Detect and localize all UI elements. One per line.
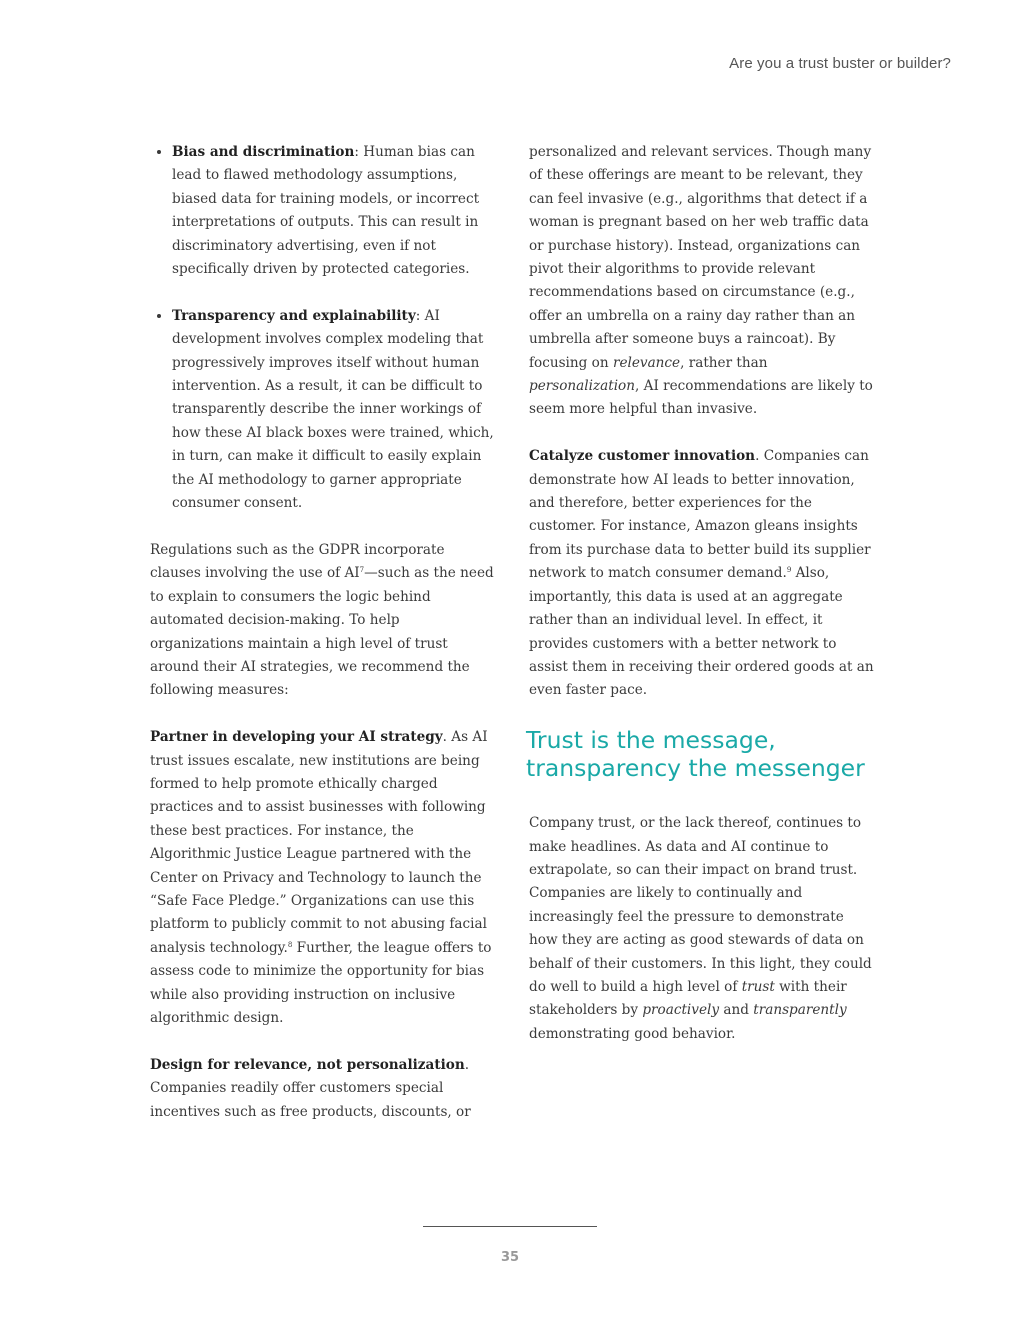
footer-divider	[423, 1226, 597, 1227]
design-paragraph: Design for relevance, not personalization. Companies readily offer customers special incentives such as free products, discounts, or	[150, 1056, 471, 1120]
paragraph-lead: Catalyze customer innovation	[529, 448, 756, 465]
regulations-paragraph: Regulations such as the GDPR incorporate clauses involving the use of $AI^7—such$ as the need to explain to consumers the logic behind automated decision-making. To help organizations maintain a high level of trust around their AI strategies, we recommend the following measures:	[150, 541, 494, 699]
section-heading: Trust is the message, transparency the messenger	[526, 726, 865, 783]
partner-paragraph: Partner in developing your AI strategy. As AI trust issues escalate, new institutions are being formed to help promote ethically charged practices and to assist businesses with following these best practices. For instance, the Algorithmic Justice League partnered with the Center on Privacy and Technology to launch the “Safe Face Pledge.” Organizations can use this platform to publicly commit to not abusing facial analysis technology.$^8$ Further, the league offers to assess code to minimize the opportunity for bias while also providing instruction on inclusive algorithmic design.	[150, 729, 492, 1026]
bullet-transparency	[172, 305, 495, 516]
right-column	[526, 141, 874, 1070]
paragraph-lead: Design for relevance, not personalization	[150, 1056, 465, 1073]
footnote-ref: 9	[786, 566, 792, 575]
bullet-term: Transparency and explainability	[172, 307, 416, 324]
bullet-text: : Human bias can lead to flawed methodology assumptions, biased data for training models, or incorrect interpretations of outputs. This can result in discriminatory advertising, even if not specifically driven by protected categories.	[172, 144, 480, 278]
running-header: Are you a trust buster or builder?	[729, 55, 951, 72]
page-number: 35	[500, 1250, 520, 1265]
risk-bullet-list	[150, 141, 495, 515]
relevance-continuation-paragraph: personalized and relevant services. Though many of these offerings are meant to be relevant, they can feel invasive (e.g., algorithms that detect if a woman is pregnant based on her web traffic data or purchase history). Instead, organizations can pivot their algorithms to provide relevant recommendations based on circumstance (e.g., offer an umbrella on a rainy day rather than an umbrella after someone buys a raincoat). By focusing on relevance, rather than personalization, AI recommendations are likely to seem more helpful than invasive.	[529, 144, 873, 418]
left-column	[150, 141, 495, 1147]
bullet-bias	[172, 141, 495, 281]
paragraph-lead: Partner in developing your AI strategy	[150, 729, 443, 746]
closing-paragraph: Company trust, or the lack thereof, continues to make headlines. As data and AI continue to extrapolate, so can their impact on brand trust. Companies are likely to continually and increasingly feel the pressure to demonstrate how they are acting as good stewards of data on behalf of their customers. In this light, they could do well to build a high level of trust with their stakeholders by proactively and transparently demonstrating good behavior.	[529, 815, 872, 1042]
footnote-ref: 8	[287, 940, 293, 949]
bullet-term: Bias and discrimination	[172, 144, 355, 160]
catalyze-paragraph: Catalyze customer innovation. Companies can demonstrate how AI leads to better innovation, and therefore, better experiences for the customer. For instance, Amazon gleans insights from its purchase data to better build its supplier network to match consumer demand.$^9$ Also, importantly, this data is used at an aggregate rather than an individual level. In effect, it provides customers with a better network to assist them in receiving their ordered goods at an even faster pace.	[529, 448, 874, 699]
footnote-ref: 7	[359, 566, 365, 575]
bullet-text: : AI development involves complex modeling that progressively improves itself without human intervention. As a result, it can be difficult to transparently describe the inner workings of how these AI black boxes were trained, which, in turn, can make it difficult to easily explain the AI methodology to garner appropriate consumer consent.	[172, 307, 494, 512]
